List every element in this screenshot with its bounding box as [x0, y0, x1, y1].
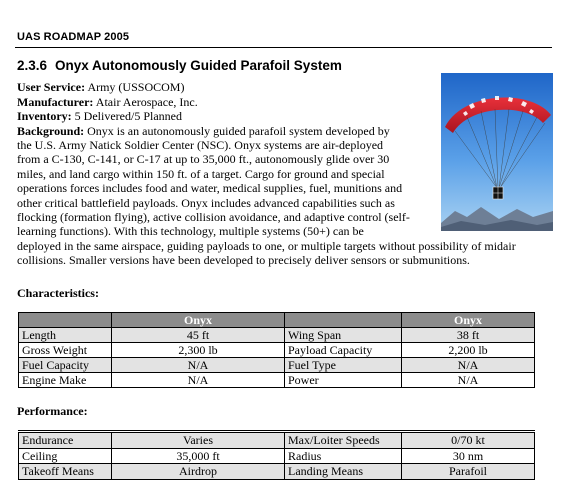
- running-head: UAS ROADMAP 2005: [17, 31, 130, 43]
- background-line: learning functions). With this technology, multiple systems (50+) can be: [17, 224, 364, 239]
- background-line: miles, and land cargo within 150 ft. of a target. Cargo for ground and special: [17, 166, 385, 181]
- spec-value: Parafoil: [402, 464, 535, 480]
- spec-label: Endurance: [19, 432, 112, 449]
- fact-manufacturer: [17, 95, 198, 109]
- spec-label: Landing Means: [285, 464, 402, 480]
- header-cell: Onyx: [402, 313, 535, 328]
- fact-label: Manufacturer:: [17, 94, 94, 109]
- performance-heading: Performance:: [17, 404, 88, 418]
- spec-label: Wing Span: [285, 328, 402, 343]
- spec-label: Power: [285, 373, 402, 388]
- spec-value: 35,000 ft: [112, 448, 285, 464]
- background-line: other critical battlefield payloads. Onyx includes advanced capabilities such as: [17, 195, 395, 210]
- table-row: [19, 432, 535, 449]
- header-cell: [19, 313, 112, 328]
- header-cell: Onyx: [112, 313, 285, 328]
- spec-value: N/A: [112, 358, 285, 373]
- spec-label: Length: [19, 328, 112, 343]
- fact-value: Atair Aerospace, Inc.: [95, 94, 198, 109]
- spec-value: 2,300 lb: [112, 343, 285, 358]
- spec-label: Gross Weight: [19, 343, 112, 358]
- table-row: [19, 328, 535, 343]
- spec-label: Max/Loiter Speeds: [285, 432, 402, 449]
- background-line: collisions. Smaller versions have been developed to precisely deliver sensors or submunitions.: [17, 253, 470, 268]
- spec-label: Payload Capacity: [285, 343, 402, 358]
- header-cell: [285, 313, 402, 328]
- table-row: [19, 448, 535, 464]
- fact-user-service: [17, 80, 184, 94]
- table-row: [19, 343, 535, 358]
- spec-value: 0/70 kt: [402, 432, 535, 449]
- background-label: Background:: [17, 123, 85, 138]
- fact-value: Army (USSOCOM): [87, 80, 185, 94]
- spec-label: Takeoff Means: [19, 464, 112, 480]
- spec-value: Airdrop: [112, 464, 285, 480]
- background-line: deployed in the same airspace, guiding payloads to one, or multiple targets without possibility of midair: [17, 238, 516, 253]
- table-row: [19, 373, 535, 388]
- background-line: the U.S. Army Natick Soldier Center (NSC). Onyx systems are air-deployed: [17, 137, 384, 152]
- spec-value: N/A: [112, 373, 285, 388]
- background-line: flocking (formation flying), active collision avoidance, and adaptive control (self-: [17, 209, 410, 224]
- background-line: Background: Onyx is an autonomously guided parafoil system developed by: [17, 123, 390, 138]
- spec-value: 45 ft: [112, 328, 285, 343]
- spec-value: N/A: [402, 373, 535, 388]
- table-row: [19, 358, 535, 373]
- spec-label: Radius: [285, 448, 402, 464]
- fact-label: User Service:: [17, 80, 86, 94]
- table-header-row: [19, 313, 535, 328]
- fact-value: 5 Delivered/5 Planned: [74, 109, 182, 123]
- section-title: [17, 58, 342, 73]
- characteristics-heading: Characteristics:: [17, 286, 99, 300]
- table-row: [19, 464, 535, 480]
- spec-value: 2,200 lb: [402, 343, 535, 358]
- fact-inventory: [17, 109, 182, 123]
- section-number: 2.3.6: [17, 58, 48, 73]
- header-rule: [15, 47, 552, 48]
- spec-label: Fuel Capacity: [19, 358, 112, 373]
- spec-label: Fuel Type: [285, 358, 402, 373]
- spec-label: Engine Make: [19, 373, 112, 388]
- characteristics-table: [18, 312, 535, 388]
- spec-value: 30 nm: [402, 448, 535, 464]
- background-line: operations forces includes food and water, medical supplies, fuel, munitions and: [17, 181, 403, 196]
- section-title-text: Onyx Autonomously Guided Parafoil System: [55, 58, 342, 73]
- fact-label: Inventory:: [17, 109, 72, 123]
- spec-value: N/A: [402, 358, 535, 373]
- spec-label: Ceiling: [19, 448, 112, 464]
- performance-table: [18, 430, 535, 480]
- spec-value: 38 ft: [402, 328, 535, 343]
- background-line: from a C-130, C-141, or C-17 at up to 35,000 ft., autonomously glide over 30: [17, 152, 390, 167]
- parafoil-photo: [441, 73, 553, 231]
- spec-value: Varies: [112, 432, 285, 449]
